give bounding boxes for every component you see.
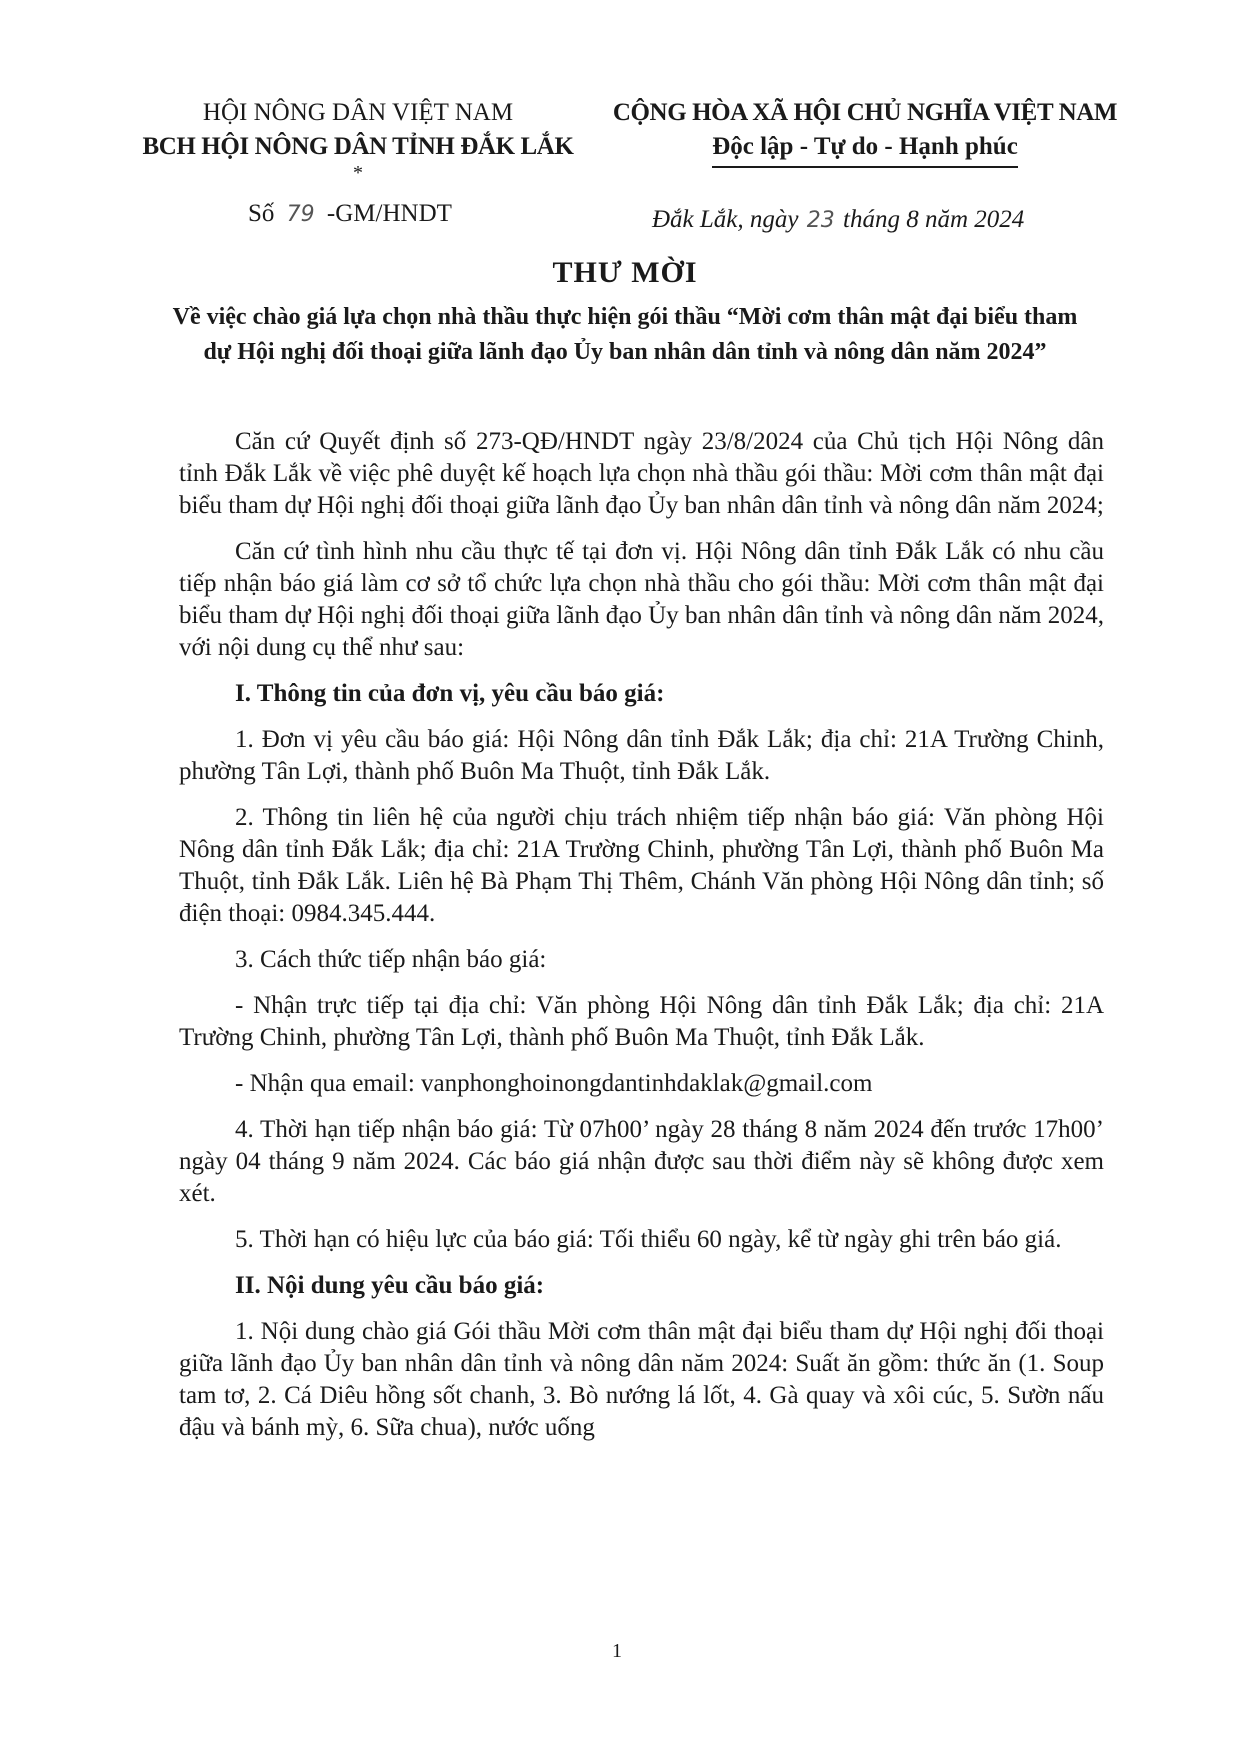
list-item-content: 1. Nội dung chào giá Gói thầu Mời cơm thân mật đại biểu tham dự Hội nghị đối thoại giữa lãnh đạo Ủy ban nhân dân tỉnh và nông dân năm 2024: Suất ăn gồm: thức ăn (1. Soup tam tơ, 2. Cá Diêu hồng sốt chanh, 3. Bò nướng lá lốt, 4. Gà quay và xôi cúc, 5. Sườn nấu đậu và bánh mỳ, 6. Sữa chua), nước uống	[179, 1318, 1104, 1441]
document-date	[652, 206, 1024, 234]
list-item-contact: 2. Thông tin liên hệ của người chịu trách nhiệm tiếp nhận báo giá: Văn phòng Hội Nông dân tỉnh Đắk Lắk; địa chỉ: 21A Trường Chinh, phường Tân Lợi, thành phố Buôn Ma Thuột, tỉnh Đắk Lắk. Liên hệ Bà Phạm Thị Thêm, Chánh Văn phòng Hội Nông dân tỉnh; số điện thoại: 0984.345.444.	[179, 804, 1104, 927]
section-heading-1: I. Thông tin của đơn vị, yêu cầu báo giá:	[235, 680, 665, 707]
section-heading-2: II. Nội dung yêu cầu báo giá:	[235, 1272, 545, 1299]
parent-organization: HỘI NÔNG DÂN VIỆT NAM	[202, 99, 514, 126]
date-prefix: Đắk Lắk, ngày	[652, 206, 799, 233]
date-day-handwritten: 23	[806, 208, 835, 233]
document-number-prefix: Số	[248, 200, 275, 227]
national-motto: Độc lập - Tự do - Hạnh phúc	[712, 130, 1018, 168]
document-number-handwritten: 79	[286, 202, 315, 227]
issuing-organization: BCH HỘI NÔNG DÂN TỈNH ĐẮK LẮK	[142, 133, 574, 160]
list-item-in-person: - Nhận trực tiếp tại địa chỉ: Văn phòng Hội Nông dân tỉnh Đắk Lắk; địa chỉ: 21A Trường Chinh, phường Tân Lợi, thành phố Buôn Ma Thuột, tỉnh Đắk Lắk.	[179, 992, 1104, 1051]
list-item-validity: 5. Thời hạn có hiệu lực của báo giá: Tối thiểu 60 ngày, kể từ ngày ghi trên báo giá.	[235, 1226, 1062, 1253]
list-item-email: - Nhận qua email: vanphonghoinongdantinhdaklak@gmail.com	[235, 1070, 873, 1097]
document-number	[248, 200, 452, 228]
body-paragraph-legal-basis: Căn cứ Quyết định số 273-QĐ/HNDT ngày 23/8/2024 của Chủ tịch Hội Nông dân tỉnh Đắk Lắk về việc phê duyệt kế hoạch lựa chọn nhà thầu gói thầu: Mời cơm thân mật đại biểu tham dự Hội nghị đối thoại giữa lãnh đạo Ủy ban nhân dân tỉnh và nông dân năm 2024;	[179, 428, 1104, 519]
date-suffix: tháng 8 năm 2024	[843, 206, 1025, 233]
national-title-block	[600, 96, 1130, 168]
issuing-organization-block	[138, 96, 578, 182]
document-title: THƯ MỜI	[552, 256, 698, 289]
document-body	[179, 426, 1104, 1458]
header-star: *	[353, 162, 363, 184]
list-item-requester: 1. Đơn vị yêu cầu báo giá: Hội Nông dân tỉnh Đắk Lắk; địa chỉ: 21A Trường Chinh, phường Tân Lợi, thành phố Buôn Ma Thuột, tỉnh Đắk Lắk.	[179, 726, 1104, 785]
document-number-suffix: -GM/HNDT	[326, 200, 452, 227]
list-item-receiving-method: 3. Cách thức tiếp nhận báo giá:	[235, 946, 547, 973]
document-subject: Về việc chào giá lựa chọn nhà thầu thực hiện gói thầu “Mời cơm thân mật đại biểu tham dự Hội nghị đối thoại giữa lãnh đạo Ủy ban nhân dân tỉnh và nông dân năm 2024”	[172, 304, 1078, 365]
list-item-deadline: 4. Thời hạn tiếp nhận báo giá: Từ 07h00’ ngày 28 tháng 8 năm 2024 đến trước 17h00’ ngày 04 tháng 9 năm 2024. Các báo giá nhận được sau thời điểm này sẽ không được xem xét.	[179, 1116, 1104, 1207]
page-number: 1	[612, 1640, 622, 1662]
body-paragraph-needs: Căn cứ tình hình nhu cầu thực tế tại đơn vị. Hội Nông dân tỉnh Đắk Lắk có nhu cầu tiếp nhận báo giá làm cơ sở tổ chức lựa chọn nhà thầu cho gói thầu: Mời cơm thân mật đại biểu tham dự Hội nghị đối thoại giữa lãnh đạo Ủy ban nhân dân tỉnh và nông dân năm 2024, với nội dung cụ thể như sau:	[179, 538, 1104, 661]
national-title: CỘNG HÒA XÃ HỘI CHỦ NGHĨA VIỆT NAM	[612, 99, 1118, 126]
